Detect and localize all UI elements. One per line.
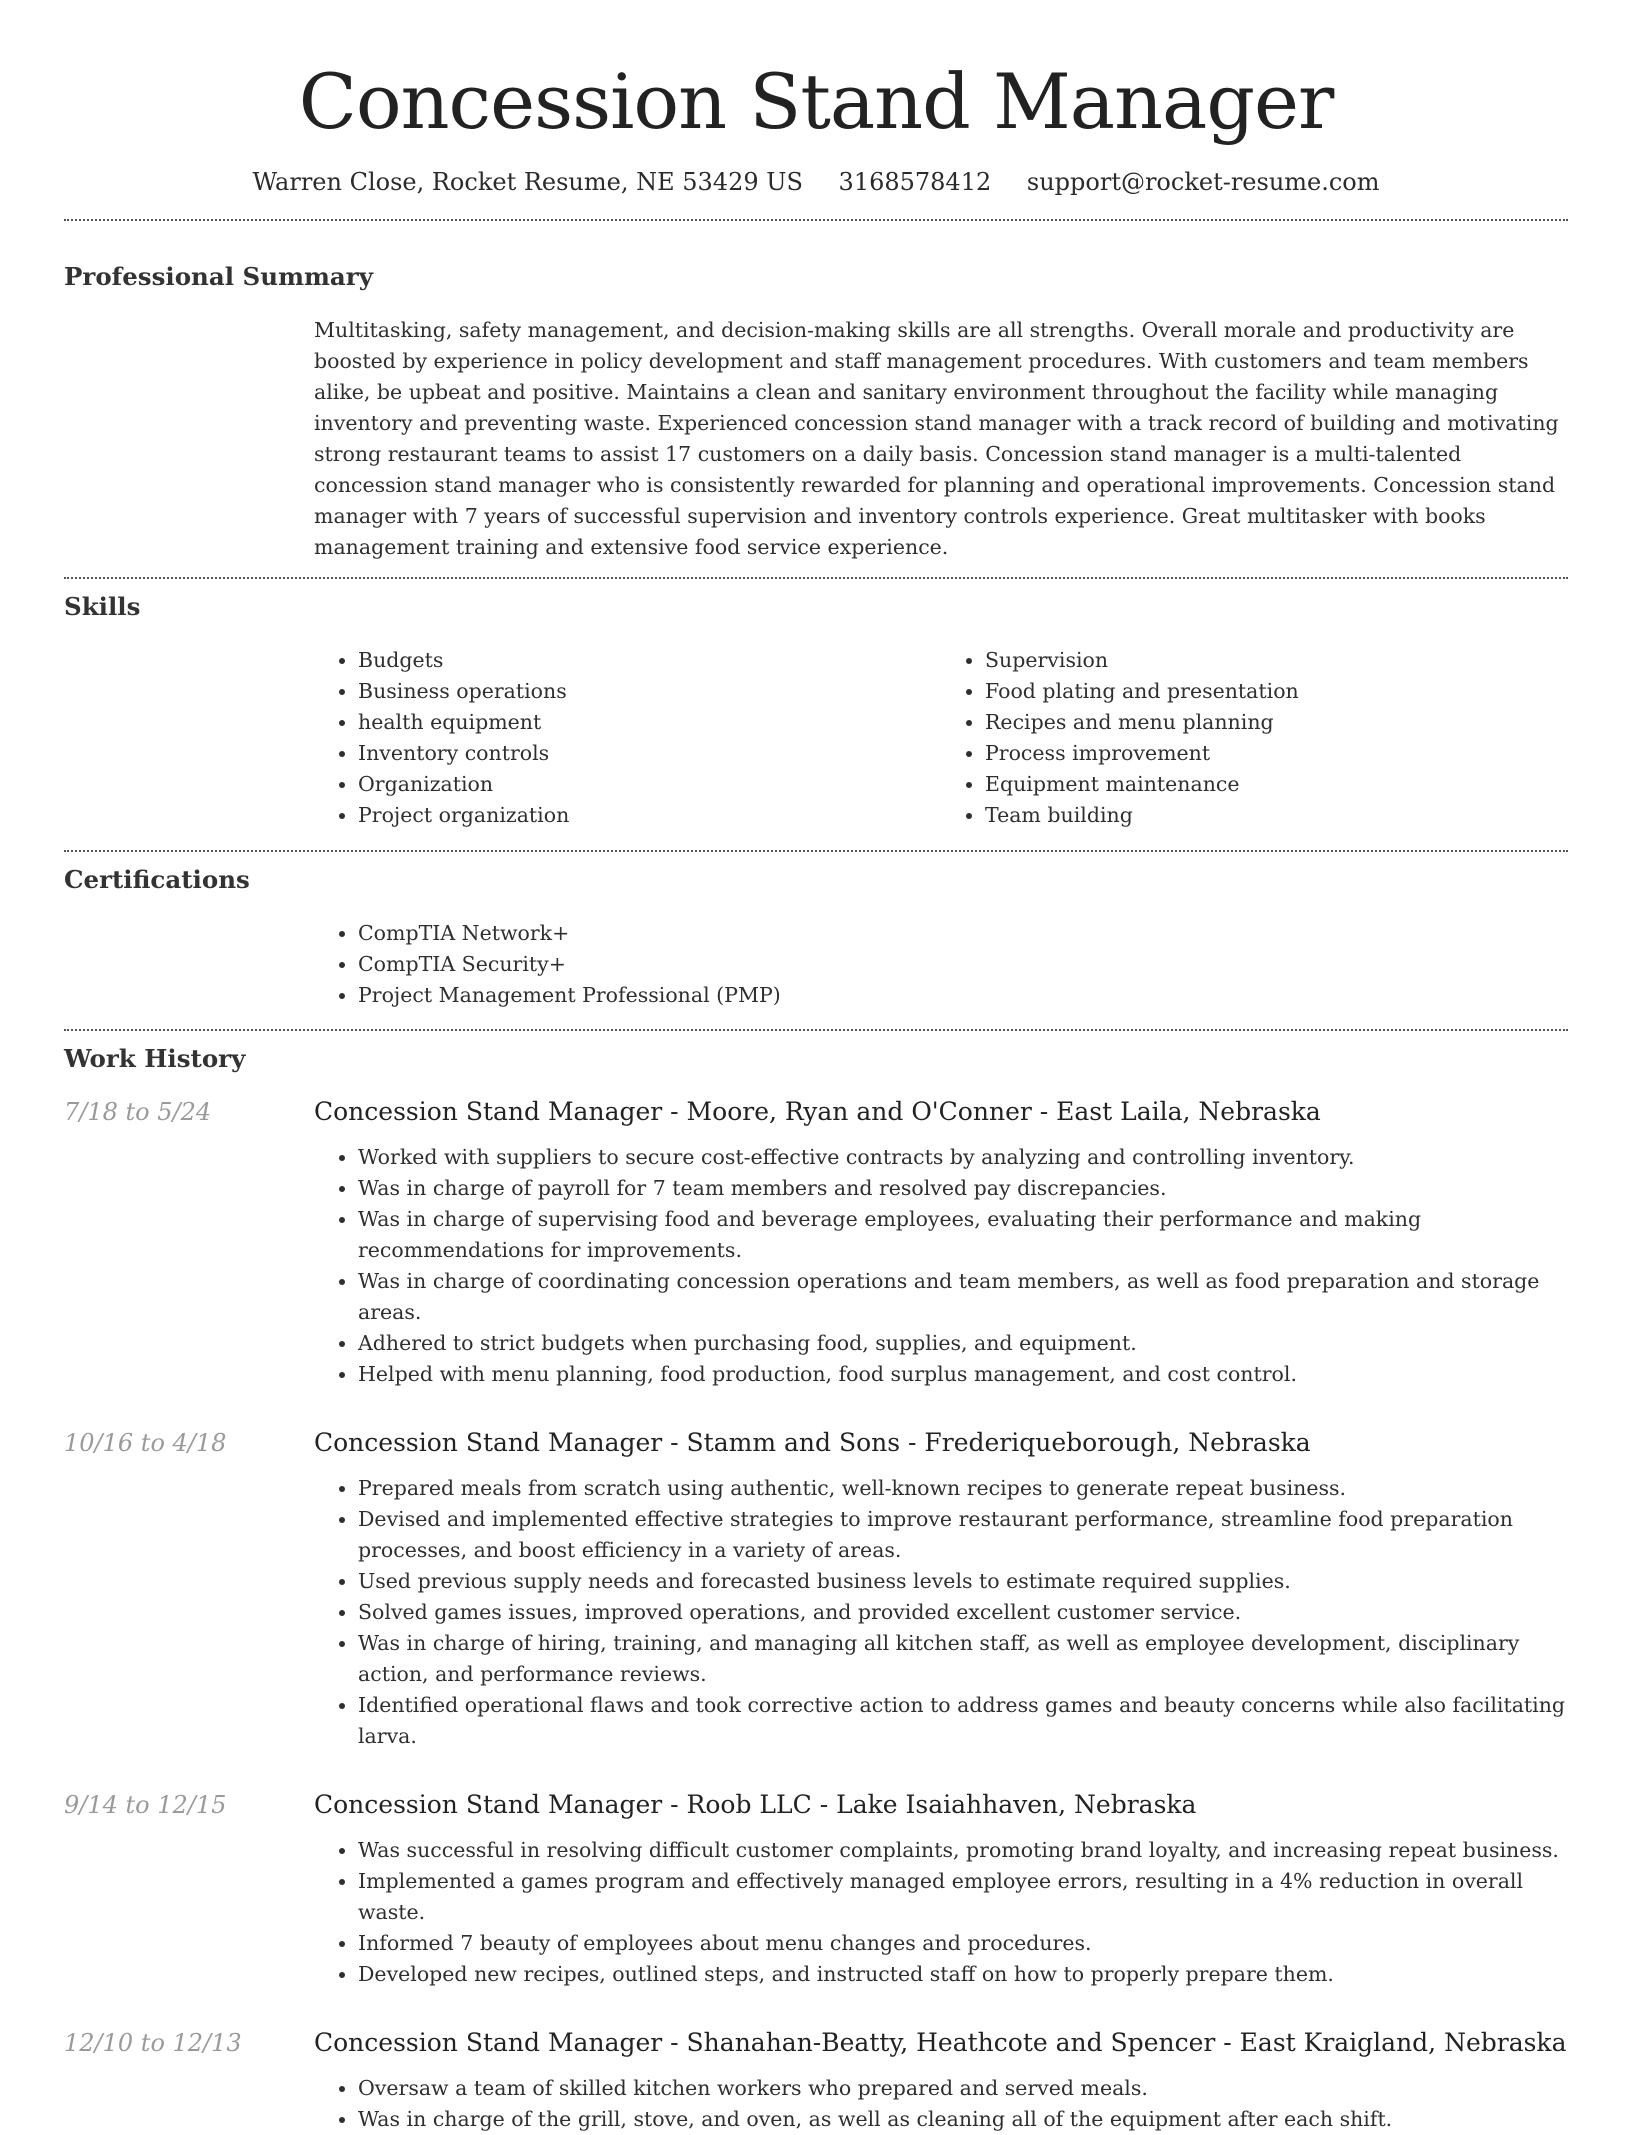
certification-item: • CompTIA Security+ bbox=[358, 949, 1568, 980]
job-dates: 7/18 to 5/24 bbox=[64, 1098, 212, 1126]
skill-item: • Organization bbox=[358, 769, 941, 800]
skill-item: • Equipment maintenance bbox=[985, 769, 1568, 800]
certifications-section bbox=[64, 864, 1568, 1011]
skill-item: • Team building bbox=[985, 800, 1568, 831]
job-bullet: • Solved games issues, improved operations, and provided excellent customer service. bbox=[358, 1597, 1568, 1628]
resume-page bbox=[64, 0, 1568, 2135]
job-bullet: • Identified operational flaws and took corrective action to address games and beauty concerns while also facilitating larva. bbox=[358, 1690, 1568, 1752]
skill-item: • Budgets bbox=[358, 645, 941, 676]
skill-item: • Project organization bbox=[358, 800, 941, 831]
work-history-heading: Work History bbox=[64, 1044, 246, 1073]
job-title: Concession Stand Manager - Roob LLC - Lake Isaiahhaven, Nebraska bbox=[314, 1790, 1197, 1819]
skill-item: • Inventory controls bbox=[358, 738, 941, 769]
job-bullet: • Used previous supply needs and forecasted business levels to estimate required supplies. bbox=[358, 1566, 1568, 1597]
job-title: Concession Stand Manager - Stamm and Sons - Frederiqueborough, Nebraska bbox=[314, 1428, 1311, 1457]
job-bullet: • Devised and implemented effective strategies to improve restaurant performance, streamline food preparation processes, and boost efficiency in a variety of areas. bbox=[358, 1504, 1568, 1566]
skill-item: • Process improvement bbox=[985, 738, 1568, 769]
job-bullet: • Adhered to strict budgets when purchasing food, supplies, and equipment. bbox=[358, 1328, 1568, 1359]
job-bullets bbox=[314, 2073, 1568, 2135]
job-entry bbox=[64, 1790, 1568, 1990]
contact-line bbox=[64, 166, 1568, 198]
work-history-section bbox=[64, 1043, 1568, 2135]
job-dates: 9/14 to 12/15 bbox=[64, 1791, 227, 1819]
job-bullet: • Prepared meals from scratch using authentic, well-known recipes to generate repeat business. bbox=[358, 1473, 1568, 1504]
section-divider bbox=[64, 1029, 1568, 1031]
skills-column-right bbox=[941, 645, 1568, 831]
job-dates: 10/16 to 4/18 bbox=[64, 1429, 227, 1457]
skills-section bbox=[64, 591, 1568, 831]
job-bullet: • Helped with menu planning, food production, food surplus management, and cost control. bbox=[358, 1359, 1568, 1390]
job-dates: 12/10 to 12/13 bbox=[64, 2029, 242, 2057]
job-title: Concession Stand Manager - Shanahan-Beatty, Heathcote and Spencer - East Kraigland, Nebraska bbox=[314, 2028, 1567, 2057]
job-entry bbox=[64, 2028, 1568, 2135]
contact-email: support@rocket-resume.com bbox=[1026, 168, 1380, 196]
job-bullets bbox=[314, 1142, 1568, 1390]
certification-item: • Project Management Professional (PMP) bbox=[358, 980, 1568, 1011]
job-bullet: • Worked with suppliers to secure cost-effective contracts by analyzing and controlling inventory. bbox=[358, 1142, 1568, 1173]
job-bullets bbox=[314, 1835, 1568, 1990]
section-divider bbox=[64, 219, 1568, 221]
skill-item: • health equipment bbox=[358, 707, 941, 738]
job-bullet: • Informed 7 beauty of employees about menu changes and procedures. bbox=[358, 1928, 1568, 1959]
contact-address: Warren Close, Rocket Resume, NE 53429 US bbox=[252, 168, 803, 196]
job-entry bbox=[64, 1428, 1568, 1752]
resume-title: Concession Stand Manager bbox=[298, 57, 1334, 146]
summary-section bbox=[64, 261, 1568, 563]
job-entry bbox=[64, 1097, 1568, 1390]
job-title: Concession Stand Manager - Moore, Ryan and O'Conner - East Laila, Nebraska bbox=[314, 1097, 1321, 1126]
section-divider bbox=[64, 577, 1568, 579]
skill-item: • Business operations bbox=[358, 676, 941, 707]
skills-list bbox=[314, 645, 1568, 831]
job-bullet: • Oversaw a team of skilled kitchen workers who prepared and served meals. bbox=[358, 2073, 1568, 2104]
skills-heading: Skills bbox=[64, 592, 141, 621]
skill-item: • Recipes and menu planning bbox=[985, 707, 1568, 738]
contact-phone: 3168578412 bbox=[838, 168, 992, 196]
summary-text: Multitasking, safety management, and decision-making skills are all strengths. Overall morale and productivity are boosted by experience in policy development and staff management procedures. With customers and team members alike, be upbeat and positive. Maintains a clean and sanitary environment throughout the facility while managing inventory and preventing waste. Experienced concession stand manager with a track record of building and motivating strong restaurant teams to assist 17 customers on a daily basis. Concession stand manager is a multi-talented concession stand manager who is consistently rewarded for planning and operational improvements. Concession stand manager with 7 years of successful supervision and inventory controls experience. Great multitasker with books management training and extensive food service experience. bbox=[314, 318, 1559, 559]
section-divider bbox=[64, 850, 1568, 852]
job-bullet: • Was in charge of coordinating concession operations and team members, as well as food preparation and storage areas. bbox=[358, 1266, 1568, 1328]
summary-heading: Professional Summary bbox=[64, 262, 373, 291]
job-bullet: • Was in charge of hiring, training, and managing all kitchen staff, as well as employee development, disciplinary action, and performance reviews. bbox=[358, 1628, 1568, 1690]
certifications-list bbox=[314, 918, 1568, 1011]
job-bullet: • Was successful in resolving difficult customer complaints, promoting brand loyalty, and increasing repeat business. bbox=[358, 1835, 1568, 1866]
job-bullet: • Was in charge of supervising food and beverage employees, evaluating their performance and making recommendations for improvements. bbox=[358, 1204, 1568, 1266]
certifications-heading: Certifications bbox=[64, 865, 250, 894]
skill-item: • Food plating and presentation bbox=[985, 676, 1568, 707]
job-bullet: • Implemented a games program and effectively managed employee errors, resulting in a 4% reduction in overall waste. bbox=[358, 1866, 1568, 1928]
skill-item: • Supervision bbox=[985, 645, 1568, 676]
job-bullets bbox=[314, 1473, 1568, 1752]
job-bullet: • Developed new recipes, outlined steps, and instructed staff on how to properly prepare them. bbox=[358, 1959, 1568, 1990]
skills-column-left bbox=[314, 645, 941, 831]
job-bullet: • Was in charge of the grill, stove, and oven, as well as cleaning all of the equipment after each shift. bbox=[358, 2104, 1568, 2135]
certification-item: • CompTIA Network+ bbox=[358, 918, 1568, 949]
job-bullet: • Was in charge of payroll for 7 team members and resolved pay discrepancies. bbox=[358, 1173, 1568, 1204]
